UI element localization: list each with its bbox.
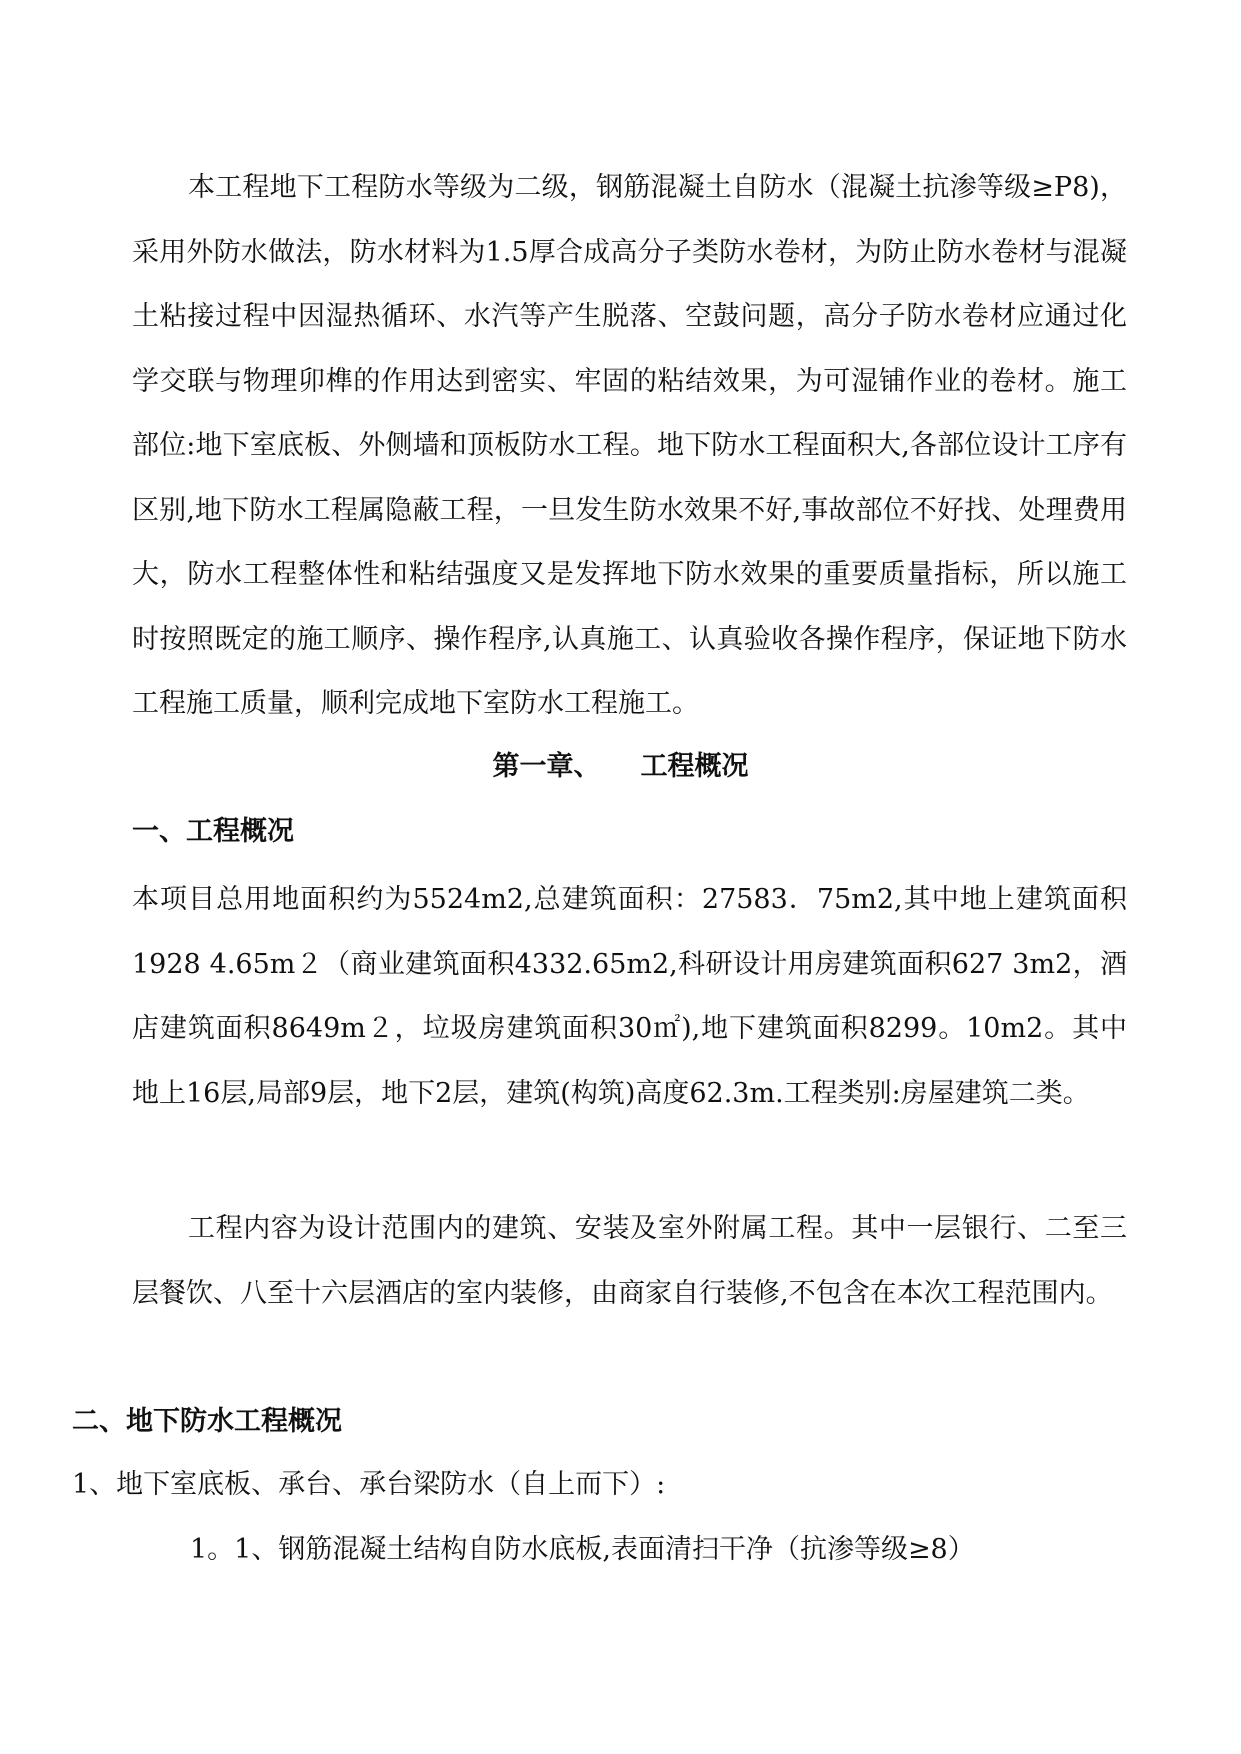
chapter-title: [0, 747, 1241, 787]
chapter-name: 工程概况: [640, 751, 749, 782]
list-item-basement-slab: 1、地下室底板、承台、承台梁防水（自上而下）:: [72, 1469, 666, 1500]
list-item-structural-slab: 1。1、钢筋混凝土结构自防水底板,表面清扫干净（抗渗等级≥8）: [190, 1534, 975, 1565]
project-area-paragraph: 本项目总用地面积约为5524m2,总建筑面积：27583．75m2,其中地上建筑面积1928 4.65m２（商业建筑面积4332.65m2,科研设计用房建筑面积627 3m2，酒店建筑面积8649m２，垃圾房建筑面积30㎡),地下建筑面积8299。10m2。其中地上16层,局部9层，地下2层，建筑(构筑)高度62.3m.工程类别:房屋建筑二类。: [132, 884, 1127, 1109]
intro-paragraph: 本工程地下工程防水等级为二级，钢筋混凝土自防水（混凝土抗渗等级≥P8)，采用外防水做法，防水材料为1.5厚合成高分子类防水卷材，为防止防水卷材与混凝土粘接过程中因湿热循环、水汽等产生脱落、空鼓问题，高分子防水卷材应通过化学交联与物理卯榫的作用达到密实、牢固的粘结效果，为可湿铺作业的卷材。施工部位:地下室底板、外侧墙和顶板防水工程。地下防水工程面积大,各部位设计工序有区别,地下防水工程属隐蔽工程，一旦发生防水效果不好,事故部位不好找、处理费用大，防水工程整体性和粘结强度又是发挥地下防水效果的重要质量指标，所以施工时按照既定的施工顺序、操作程序,认真施工、认真验收各操作程序，保证地下防水工程施工质量，顺利完成地下室防水工程施工。: [132, 172, 1127, 719]
project-scope-paragraph: 工程内容为设计范围内的建筑、安装及室外附属工程。其中一层银行、二至三层餐饮、八至十六层酒店的室内装修，由商家自行装修,不包含在本次工程范围内。: [132, 1213, 1127, 1309]
section-heading-waterproofing: 二、地下防水工程概况: [72, 1406, 342, 1437]
section-heading-overview: 一、工程概况: [132, 816, 294, 847]
chapter-number: 第一章、: [492, 751, 601, 782]
